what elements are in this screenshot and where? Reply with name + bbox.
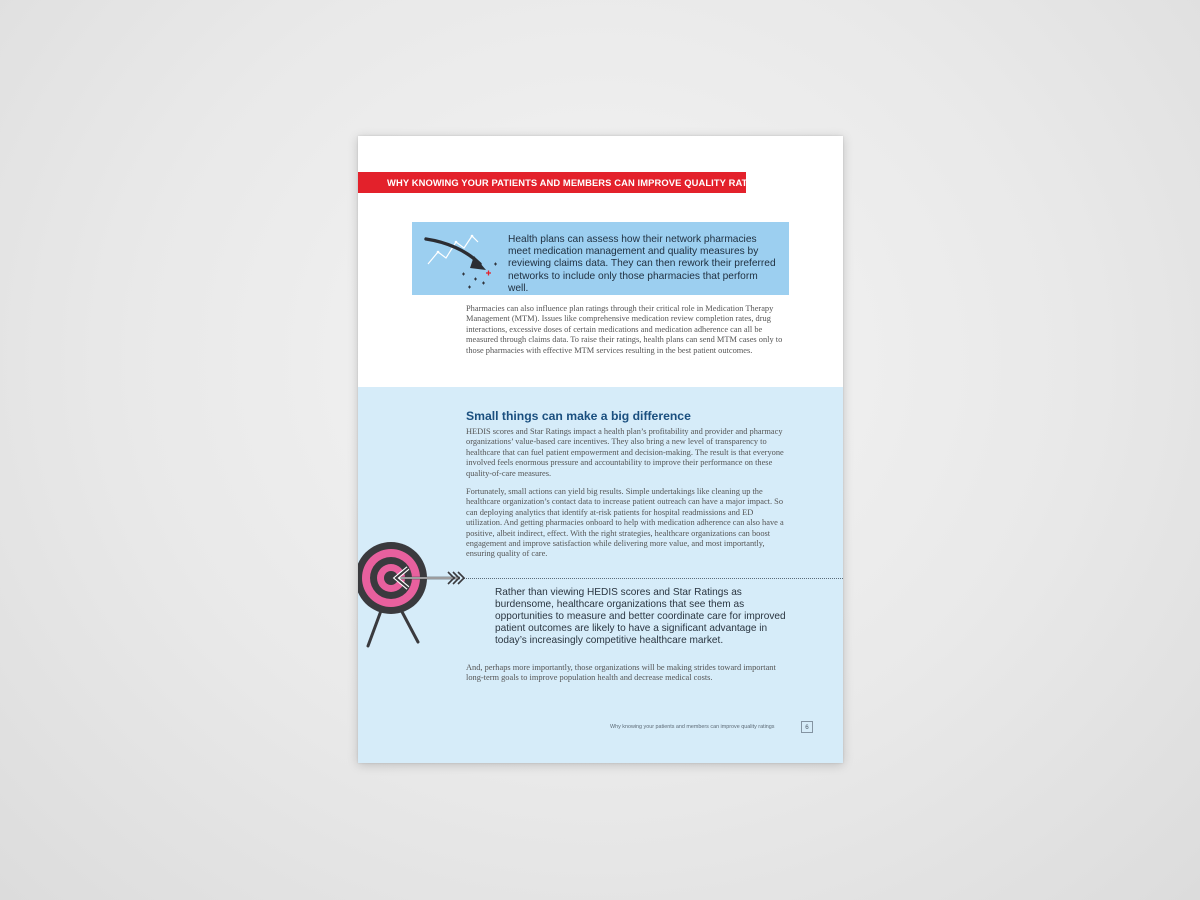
page-number: 6 bbox=[801, 721, 813, 733]
target-with-arrow-icon bbox=[358, 528, 468, 650]
small-actions-paragraph: Fortunately, small actions can yield big results. Simple undertakings like cleaning up the healthcare organization’s contact data to increase patient outreach can have a major impact. So can deploying analytics that identify at-risk patients for hospital readmissions and ED utilization. And getting pharmacies onboard to help with medication adherence can also have a positive, albeit indirect, effect. With the right strategies, healthcare organizations can boost engagement and improve satisfaction while delivering more value, and most importantly, ensuring quality of care. bbox=[466, 487, 784, 559]
document-page bbox=[358, 136, 843, 763]
pull-quote: Rather than viewing HEDIS scores and Star Ratings as burdensome, healthcare organizations that see them as opportunities to measure and better coordinate care for improved patient outcomes are likely to have a significant advantage in today’s increasingly competitive healthcare market. bbox=[495, 587, 786, 647]
dotted-divider bbox=[464, 578, 843, 579]
section-banner: WHY KNOWING YOUR PATIENTS AND MEMBERS CAN IMPROVE QUALITY RATINGS bbox=[358, 172, 746, 193]
callout-box bbox=[412, 222, 789, 295]
mtm-paragraph: Pharmacies can also influence plan ratings through their critical role in Medication Therapy Management (MTM). Issues like comprehensive medication review completion rates, drug interactions, excessive doses of certain medications and medication adherence can all be measured through claims data. To raise their ratings, health plans can send MTM cases only to those pharmacies with effective MTM services resulting in the best patient outcomes. bbox=[466, 304, 783, 355]
declining-chart-arrow-icon bbox=[420, 228, 504, 292]
hedis-paragraph: HEDIS scores and Star Ratings impact a health plan’s profitability and provider and pharmacy organizations’ value-based care incentives. They also bring a new level of transparency to healthcare that can fuel patient empowerment and decision-making. The result is that everyone involved feels enormous pressure and accountability to improve their performance on these quality-of-care measures. bbox=[466, 427, 784, 478]
closing-paragraph: And, perhaps more importantly, those organizations will be making strides toward important long-term goals to improve population health and decrease medical costs. bbox=[466, 663, 776, 683]
callout-text: Health plans can assess how their network pharmacies meet medication management and quality measures by reviewing claims data. They can then rework their preferred networks to include only those pharmacies that perform well. bbox=[508, 234, 776, 294]
running-footer: Why knowing your patients and members can improve quality ratings bbox=[610, 724, 775, 730]
section-heading: Small things can make a big difference bbox=[466, 409, 691, 423]
